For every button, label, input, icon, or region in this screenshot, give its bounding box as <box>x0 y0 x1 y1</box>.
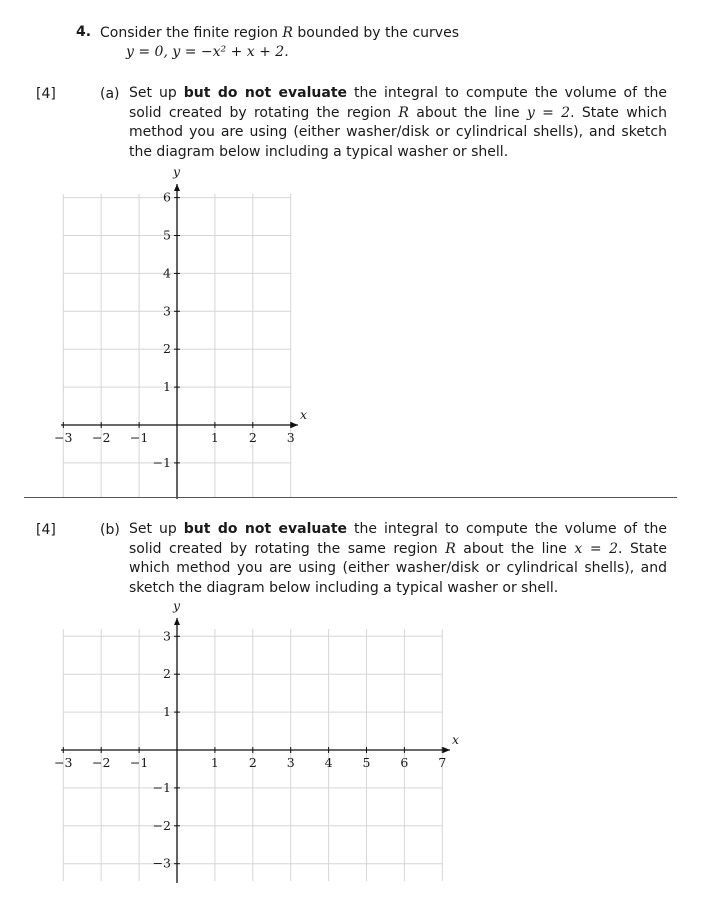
part-b-x-arrow <box>443 747 450 753</box>
part-a-run: R <box>398 104 409 121</box>
part-b-x-tick-label: 3 <box>286 755 295 770</box>
part-b-run: about the line <box>455 540 575 557</box>
part-b-run: R <box>445 540 456 557</box>
part-b-marks: [4] <box>36 522 56 538</box>
part-a-x-tick-label: 1 <box>210 430 219 445</box>
part-a-x-tick-label: −3 <box>54 430 73 445</box>
part-b-run: Set up <box>129 521 184 537</box>
part-a-y-tick-label: −1 <box>152 454 171 470</box>
part-b-run: the integral to compute the volume of the solid created by rotating the same region <box>129 521 667 557</box>
part-a-run: . State which method you are using (either washer/disk or cylindrical shells), and sketch the diagram below including a typical washer or shell. <box>129 104 668 160</box>
part-a-x-axis-label: x <box>300 407 308 422</box>
part-b-x-tick-label: 1 <box>210 755 219 770</box>
question-intro-region: R <box>282 25 293 41</box>
part-a-run: but do not evaluate <box>183 85 348 101</box>
part-a-x-tick-label: 2 <box>248 430 257 445</box>
part-b-y-tick-label: 3 <box>163 628 171 644</box>
part-b-y-tick-label: 1 <box>163 704 171 720</box>
part-a-y-tick-label: 1 <box>163 379 171 395</box>
part-b-x-tick-label: 2 <box>248 755 257 770</box>
part-b-y-axis-label: y <box>173 598 181 613</box>
part-b-x-tick-label: 7 <box>438 755 447 770</box>
part-a-y-axis-label: y <box>173 164 181 179</box>
part-a-marks: [4] <box>36 86 56 102</box>
part-a-y-tick-label: 6 <box>163 189 171 205</box>
part-a-run: the integral to compute the volume of the solid created by rotating the region <box>129 85 667 121</box>
part-b-x-tick-label: −2 <box>91 755 111 770</box>
question-intro-after: bounded by the curves <box>292 25 459 41</box>
part-a-run: about the line <box>408 104 527 121</box>
part-a-y-tick-label: 4 <box>163 265 171 281</box>
part-b-y-tick-label: −3 <box>152 855 171 871</box>
part-a-label: (a) <box>100 86 120 102</box>
part-a-y-tick-label: 3 <box>163 303 171 319</box>
part-a-run: Set up <box>129 85 184 101</box>
part-b-y-tick-label: −2 <box>152 817 171 833</box>
part-b-run: but do not evaluate <box>183 521 348 537</box>
part-b-label: (b) <box>100 522 120 538</box>
part-a-x-tick-label: −1 <box>129 430 149 445</box>
part-a-x-tick-label: 3 <box>286 430 295 445</box>
part-b-x-tick-label: 6 <box>400 755 409 770</box>
part-a-run: y = 2 <box>526 104 571 121</box>
part-a-x-tick-label: −2 <box>91 430 111 445</box>
part-b-y-tick-label: −1 <box>152 779 171 795</box>
part-b-x-tick-label: −1 <box>129 755 149 770</box>
part-b-x-tick-label: 5 <box>362 755 371 770</box>
part-b-run: . State which method you are using (either washer/disk or cylindrical shells), and sketch the diagram below including a typical washer or shell. <box>129 540 668 596</box>
question-curves: y = 0, y = −x² + x + 2. <box>126 44 289 60</box>
part-a-y-tick-label: 2 <box>163 341 171 357</box>
part-a-y-tick-label: 5 <box>163 227 171 243</box>
part-b-x-axis-label: x <box>452 732 460 747</box>
part-b-run: x = 2 <box>574 540 618 557</box>
part-b-y-tick-label: 2 <box>163 666 171 682</box>
part-b-x-tick-label: 4 <box>324 755 333 770</box>
question-number: 4. <box>76 24 92 40</box>
question-intro-before: Consider the finite region <box>100 25 283 41</box>
part-b-x-tick-label: −3 <box>54 755 73 770</box>
part-b-y-arrow <box>174 618 180 625</box>
